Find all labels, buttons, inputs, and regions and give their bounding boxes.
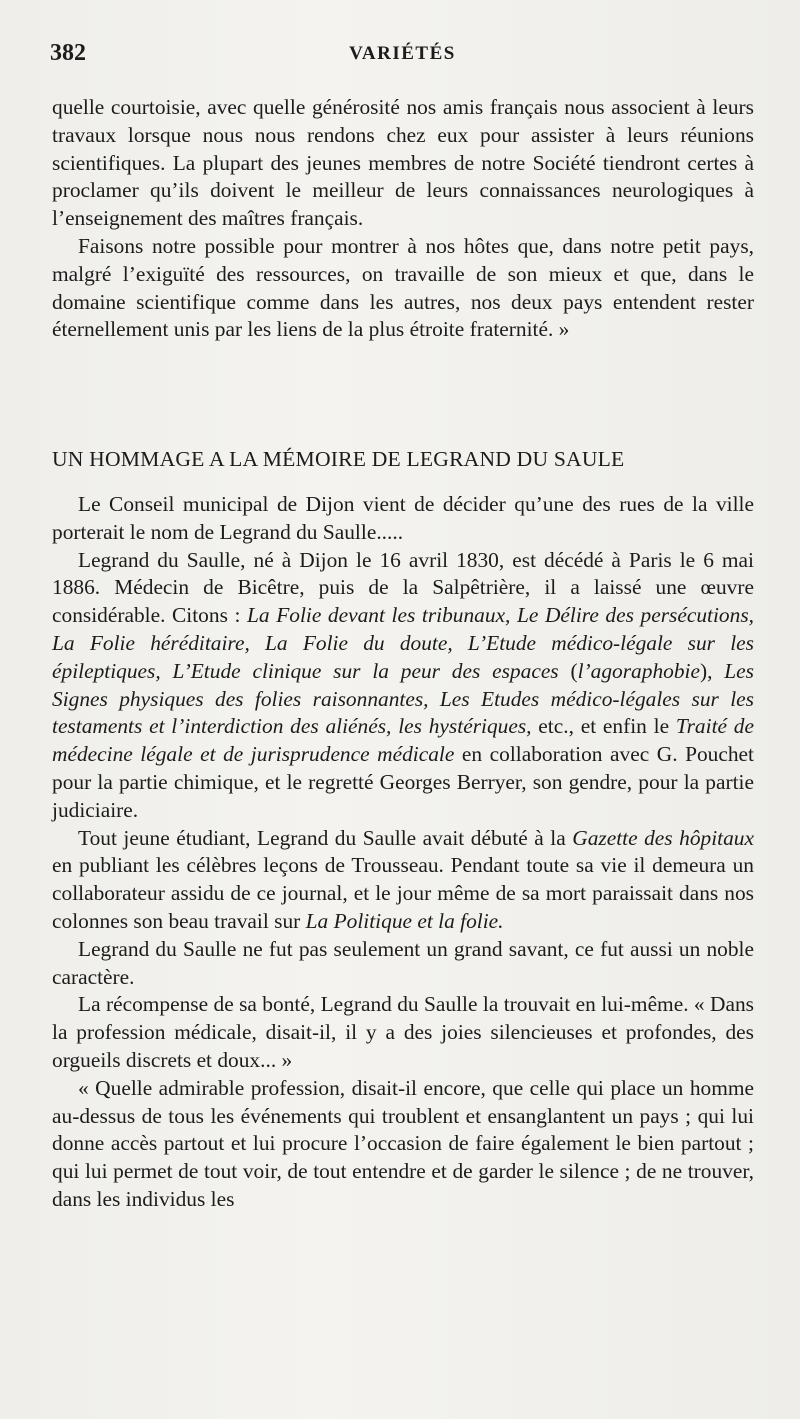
text-run: Legrand du Saulle, né à Dijon le 16 avril 1830, est décédé à Paris le 6 mai 1886. Médecin de Bicêtre, puis de la Salpêtrière, il a laissé une œuvre considérable. Citons :: [52, 547, 754, 628]
text-run: (: [558, 658, 578, 683]
work-title: La Politique et la folie.: [305, 908, 504, 933]
paragraph: quelle courtoisie, avec quelle générosité nos amis français nous associent à leurs travaux lorsque nous nous rendons chez eux pour assister à leurs réunions scientifiques. La plupart des jeunes membres de notre Société tiendront certes à proclamer qu’ils doivent le meilleur de leurs connaissances neurologiques à l’enseignement des maîtres français.: [52, 95, 754, 231]
section-title: UN HOMMAGE A LA MÉMOIRE DE LEGRAND DU SAULE: [52, 447, 625, 471]
paragraph: « Quelle admirable profession, disait-il encore, que celle qui place un homme au-dessus de tous les événements qui troublent et ensanglantent un pays ; qui lui donne accès partout et lui procure l’occasion de faire également le bien partout ; qui lui permet de tout voir, de tout entendre et de garder le silence ; de ne trouver, dans les individus les: [52, 1075, 754, 1211]
page-number: 382: [50, 40, 86, 66]
paragraph: La récompense de sa bonté, Legrand du Saulle la trouvait en lui-même. « Dans la profession médicale, disait-il, il y a des joies silencieuses et profondes, des orgueils discrets et doux... »: [52, 992, 754, 1072]
journal-title: Gazette des hôpitaux: [572, 825, 754, 850]
running-head: VARIÉTÉS: [349, 43, 456, 64]
paragraph: [52, 547, 754, 825]
text-run: en publiant les célèbres leçons de Trousseau. Pendant toute sa vie il demeura un collaborateur assidu de ce journal, et le jour même de sa mort paraissait dans nos colonnes son beau travail sur: [52, 853, 754, 933]
book-titles: Les Signes physiques des folies raisonnantes, Les Etudes médico-légales sur les testaments et l’interdiction des aliénés, les hystériques,: [52, 658, 754, 739]
text-run: ),: [699, 658, 725, 683]
paragraph: [52, 825, 754, 936]
book-titles: La Folie devant les tribunaux, Le Délire des persécutions, La Folie héréditaire, La Folie du doute, L’Etude médico-légale sur les épileptiques, L’Etude clinique sur la peur des espaces: [52, 603, 754, 683]
text-run: en collaboration avec G. Pouchet pour la partie chimique, et le regretté Georges Berryer, son gendre, pour la partie judiciaire.: [52, 742, 754, 822]
book-title: Traité de médecine légale et de jurisprudence médicale: [52, 714, 754, 767]
paragraph: Faisons notre possible pour montrer à nos hôtes que, dans notre petit pays, malgré l’exiguïté des ressources, on travaille de son mieux et que, dans le domaine scientifique comme dans les autres, nos deux pays entendent rester éternellement unis par les liens de la plus étroite fraternité. »: [52, 233, 754, 342]
text-run: Tout jeune étudiant, Legrand du Saulle avait débuté à la: [78, 825, 573, 850]
book-title: l’agoraphobie: [577, 658, 700, 683]
paragraph: Legrand du Saulle ne fut pas seulement un grand savant, ce fut aussi un noble caractère.: [52, 936, 754, 989]
paragraph: Le Conseil municipal de Dijon vient de décider qu’une des rues de la ville porterait le nom de Legrand du Saulle.....: [52, 492, 754, 544]
intro-text: [52, 94, 754, 344]
page-header: [50, 40, 755, 74]
section-body: [52, 491, 754, 1214]
text-run: etc., et enfin le: [531, 714, 676, 739]
